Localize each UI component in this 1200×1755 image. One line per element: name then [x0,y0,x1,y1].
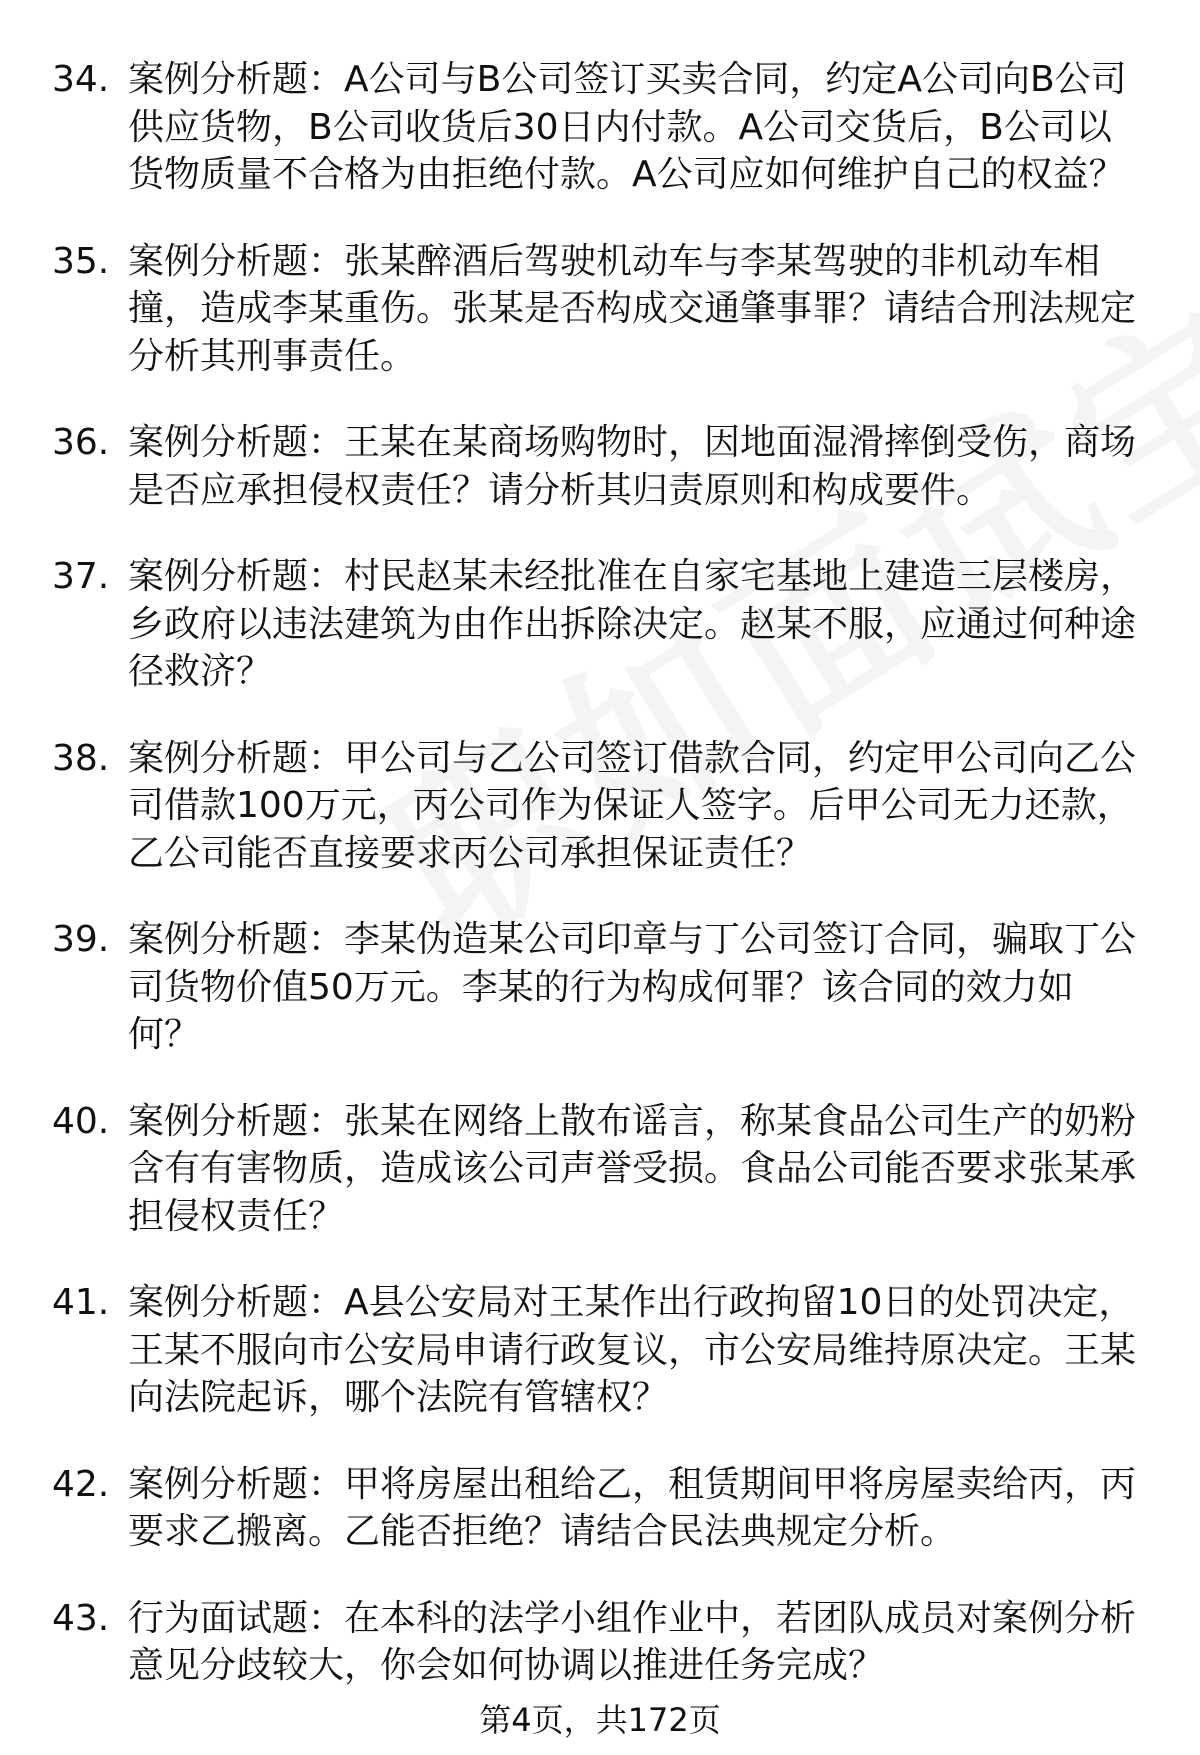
question-number: 35. [52,240,110,282]
question-list [0,56,1200,1729]
question-item [0,238,1200,381]
question-text: 案例分析题：张某醉酒后驾驶机动车与李某驾驶的非机动车相撞，造成李某重伤。张某是否构成交通肇事罪？请结合刑法规定分析其刑事责任。 [128,240,1137,377]
page-footer [0,1700,1200,1740]
question-text: 案例分析题：王某在某商场购物时，因地面湿滑摔倒受伤，商场是否应承担侵权责任？请分析其归责原则和构成要件。 [128,422,1137,511]
question-number: 42. [52,1463,110,1505]
question-text: 案例分析题：李某伪造某公司印章与丁公司签订合同，骗取丁公司货物价值50万元。李某的行为构成何罪？该合同的效力如何？ [128,919,1137,1055]
question-item [0,1279,1200,1422]
question-text: 案例分析题：A公司与B公司签订买卖合同，约定A公司向B公司供应货物，B公司收货后30日内付款。A公司交货后，B公司以货物质量不合格为由拒绝付款。A公司应如何维护自己的权益？ [128,59,1127,195]
question-item [0,56,1200,199]
question-number: 39. [52,919,110,960]
question-text: 案例分析题：甲公司与乙公司签订借款合同，约定甲公司向乙公司借款100万元，丙公司作为保证人签字。后甲公司无力还款，乙公司能否直接要求丙公司承担保证责任？ [128,737,1137,874]
question-item [0,916,1200,1059]
question-number: 36. [52,422,110,463]
question-item [0,735,1200,878]
question-item [0,1098,1200,1241]
question-number: 34. [52,59,110,100]
question-text: 案例分析题：村民赵某未经批准在自家宅基地上建造三层楼房，乡政府以违法建筑为由作出拆除决定。赵某不服，应通过何种途径救济？ [128,556,1137,692]
question-text: 案例分析题：A县公安局对王某作出行政拘留10日的处罚决定，王某不服向市公安局申请行政复议，市公安局维持原决定。王某向法院起诉，哪个法院有管辖权？ [128,1282,1137,1418]
page-number-label: 第4页，共172页 [479,1701,721,1739]
question-item [0,1461,1200,1556]
question-text: 案例分析题：甲将房屋出租给乙，租赁期间甲将房屋卖给丙，丙要求乙搬离。乙能否拒绝？请结合民法典规定分析。 [128,1463,1137,1552]
question-number: 41. [52,1282,110,1323]
question-number: 40. [52,1100,110,1142]
question-number: 43. [52,1597,110,1639]
question-text: 行为面试题：在本科的法学小组作业中，若团队成员对案例分析意见分歧较大，你会如何协调以推进任务完成？ [128,1597,1137,1686]
question-item [0,419,1200,514]
question-text: 案例分析题：张某在网络上散布谣言，称某食品公司生产的奶粉含有有害物质，造成该公司声誉受损。食品公司能否要求张某承担侵权责任？ [128,1100,1137,1237]
question-number: 38. [52,737,110,779]
question-item [0,1595,1200,1690]
question-item [0,553,1200,696]
question-number: 37. [52,556,110,597]
